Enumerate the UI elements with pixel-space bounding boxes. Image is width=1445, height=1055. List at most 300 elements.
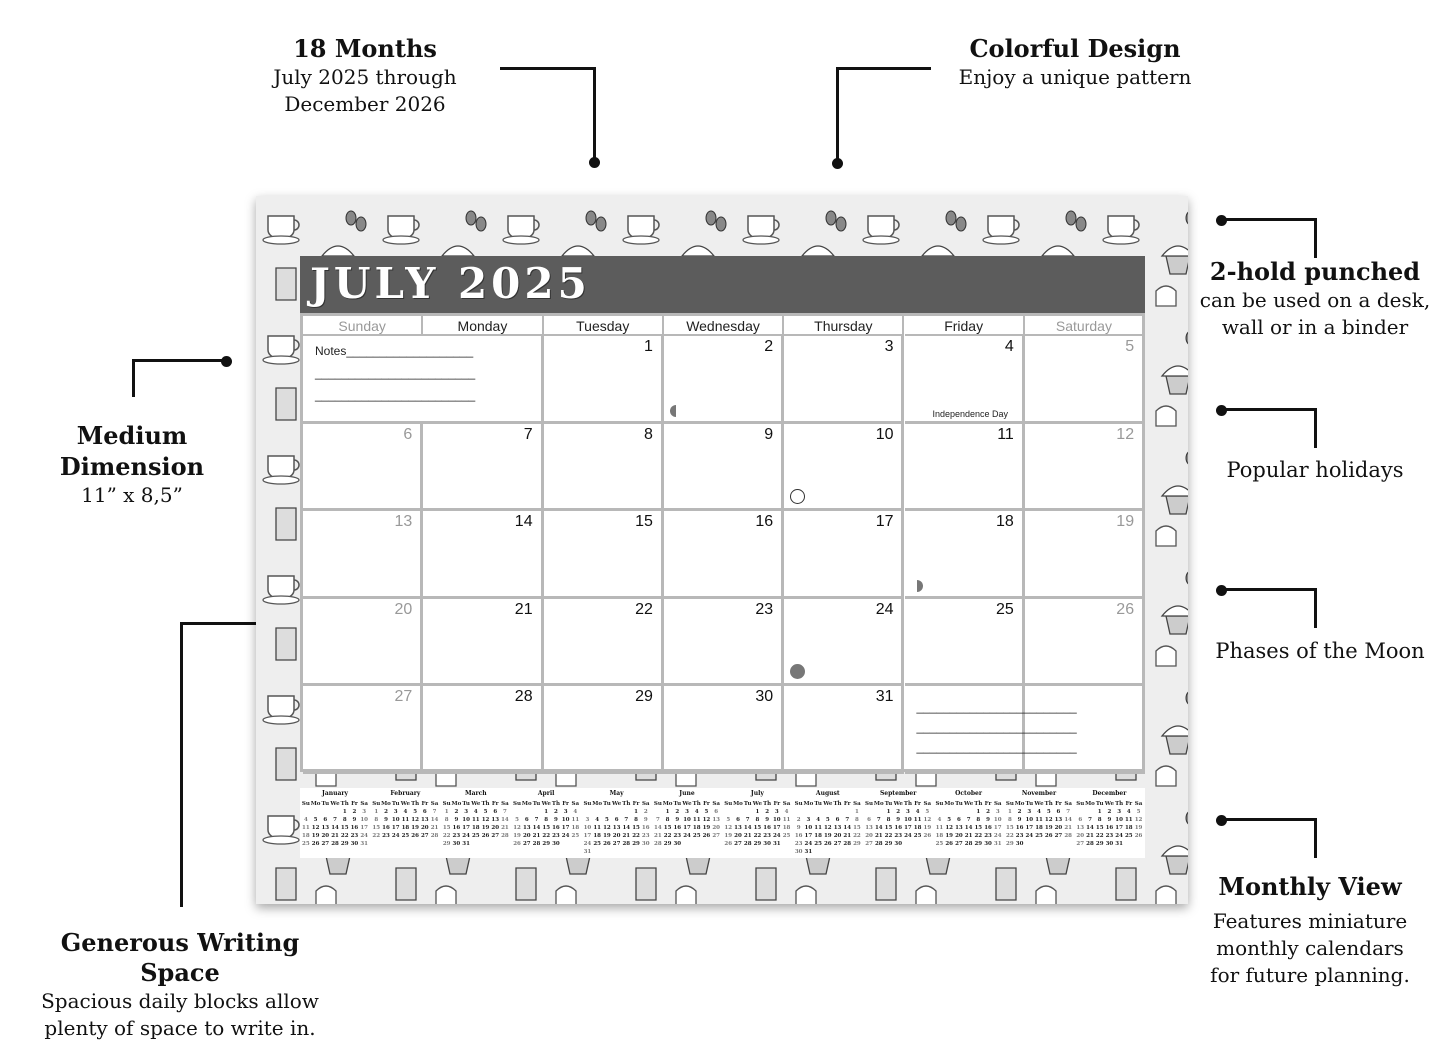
mini-day: 20 [865,833,873,839]
new-moon-icon [790,664,805,679]
mini-blank [944,808,954,816]
mini-weekday: We [682,801,692,807]
mini-day: 27 [712,833,720,839]
mini-day: 27 [491,833,500,839]
mini-day: 19 [311,833,320,839]
day-cell[interactable] [544,424,664,512]
mini-day: 14 [622,825,631,831]
mini-day: 14 [874,825,883,831]
mini-weekday: Tu [814,801,822,807]
mini-day: 9 [643,817,648,823]
mini-weekday: Su [442,801,451,807]
mini-day: 19 [724,833,733,839]
mini-weekday: Su [653,801,662,807]
mini-day: 15 [372,825,381,831]
callout-description: Enjoy a unique pattern [958,65,1192,89]
mini-day: 6 [614,817,619,823]
mini-day: 23 [794,841,803,847]
mini-day: 30 [794,849,803,855]
mini-weekday: Mo [592,801,603,807]
mini-weekday: Su [724,801,733,807]
mini-day: 30 [763,841,771,847]
mini-day: 5 [947,817,952,823]
mini-day: 28 [843,841,852,847]
callout-medium-dimension [52,420,212,509]
callout-phases-of-moon [1200,638,1440,665]
mini-day: 3 [362,809,367,815]
mini-day: 13 [612,825,621,831]
mini-day: 6 [323,817,328,823]
day-cell[interactable] [664,599,784,687]
mini-day: 13 [420,817,429,823]
mini-day: 17 [1115,825,1123,831]
mini-weekday: Th [692,801,701,807]
mini-day: 13 [321,825,330,831]
mini-day: 7 [876,817,881,823]
day-cell[interactable] [544,599,664,687]
mini-calendar [864,790,932,856]
full-moon-icon [790,489,805,504]
mini-day: 14 [654,825,662,831]
mini-day: 21 [843,833,852,839]
mini-day: 3 [1117,809,1122,815]
mini-day: 26 [411,833,419,839]
mini-day: 25 [814,841,822,847]
mini-day: 6 [736,817,740,823]
mini-day: 12 [1134,817,1143,823]
day-number: 13 [394,513,413,530]
mini-day: 3 [585,817,590,823]
mini-weekday: Su [1005,801,1014,807]
mini-day: 7 [534,817,539,823]
mini-day: 8 [444,817,449,823]
mini-day: 5 [1046,809,1051,815]
mini-day: 30 [894,841,903,847]
mini-blank [301,808,311,816]
mini-day: 10 [1115,817,1123,823]
mini-weekday: Tu [884,801,893,807]
holiday-label: Independence Day [932,408,1009,419]
mini-weekday: Fr [421,801,429,807]
mini-weekday: Mo [803,801,814,807]
mini-day: 28 [874,841,883,847]
day-number: 30 [755,688,774,705]
mini-day: 4 [784,809,789,815]
notes-label: Notes___________________ [315,344,474,358]
mini-weekday: Tu [321,801,330,807]
mini-day: 25 [1124,833,1133,839]
connector-line [180,622,183,907]
mini-calendar [371,790,439,856]
mini-day: 18 [913,825,922,831]
day-cell[interactable] [423,686,543,774]
mini-calendar [1005,790,1073,856]
day-cell[interactable] [784,686,904,774]
mini-day: 24 [993,833,1002,839]
mini-day: 7 [1066,809,1071,815]
mini-day: 29 [1006,841,1014,847]
mini-day: 31 [360,841,368,847]
notes-line: ________________________ [916,700,1077,714]
connector-line [1220,818,1317,821]
mini-day: 20 [1076,833,1085,839]
mini-blank [842,808,852,816]
mini-weekday: Mo [944,801,955,807]
mini-calendar-grid [653,800,721,848]
day-cell[interactable] [1025,424,1145,512]
mini-day: 2 [1017,809,1022,815]
day-number: 4 [1004,338,1014,355]
mini-day: 21 [874,833,883,839]
day-cell[interactable] [905,336,1025,424]
mini-weekday: Mo [521,801,532,807]
mini-weekday: Mo [733,801,743,807]
mini-day: 15 [663,825,672,831]
day-number: 28 [514,688,533,705]
mini-day: 27 [1076,841,1085,847]
mini-calendar-grid [794,800,862,856]
mini-day: 10 [772,817,781,823]
mini-day: 22 [884,833,893,839]
day-cell[interactable] [1025,599,1145,687]
day-cell[interactable] [303,686,423,774]
mini-day: 17 [772,825,781,831]
mini-blank [330,808,340,816]
mini-day: 8 [855,817,859,823]
mini-day: 4 [403,809,408,815]
mini-day: 15 [340,825,349,831]
mini-day: 31 [772,841,781,847]
mini-day: 21 [964,833,973,839]
day-number: 14 [514,513,533,530]
mini-day: 23 [1015,833,1024,839]
mini-blank [794,808,804,816]
mini-weekday: Th [481,801,490,807]
mini-day: 14 [964,825,973,831]
mini-day: 20 [522,833,531,839]
mini-weekday: Sa [360,801,368,807]
mini-weekday: Tu [673,801,682,807]
mini-day: 26 [702,833,711,839]
day-number: 10 [875,425,894,443]
day-cell[interactable] [544,686,664,774]
mini-blank [935,808,945,816]
mini-blank [804,808,814,816]
mini-day: 22 [542,833,551,839]
mini-day: 13 [734,825,742,831]
mini-weekday: Sa [501,801,509,807]
mini-calendar-month: September [879,790,917,797]
mini-day: 13 [522,825,531,831]
mini-day: 10 [1025,817,1034,823]
mini-day: 13 [491,817,500,823]
weekday-header: Tuesday [544,316,664,336]
mini-calendars-strip [300,788,1145,858]
mini-day: 24 [683,833,691,839]
mini-day: 27 [420,833,429,839]
mini-weekday: Su [513,801,522,807]
mini-calendar-grid [512,800,580,848]
day-cell[interactable] [664,424,784,512]
mini-day: 7 [745,817,750,823]
mini-blank [512,808,522,816]
mini-day: 5 [313,817,318,823]
mini-day: 4 [303,817,308,823]
day-number: 12 [1116,425,1135,443]
mini-day: 7 [503,809,507,815]
mini-day: 7 [655,817,660,823]
mini-day: 28 [654,841,662,847]
mini-day: 20 [833,833,842,839]
mini-calendar-month: December [1092,790,1127,797]
mini-calendar-month: July [750,790,764,797]
mini-day: 1 [886,809,891,815]
mini-day: 3 [806,817,811,823]
day-number: 15 [635,513,653,530]
connector-line [836,67,839,162]
mini-weekday: Fr [703,801,710,807]
mini-day: 19 [513,833,521,839]
mini-day: 9 [675,817,680,823]
day-number: 17 [875,513,894,530]
callout-description: Spacious daily blocks allow plenty of space to write in. [41,989,319,1040]
mini-day: 12 [724,825,733,831]
mini-day: 18 [782,825,791,831]
mini-day: 27 [865,841,873,847]
mini-calendar-month: August [815,790,840,797]
mini-calendar-grid [1075,800,1143,848]
mini-day: 30 [673,841,682,847]
mini-day: 23 [382,833,390,839]
day-number: 18 [996,513,1014,530]
mini-day: 6 [1056,809,1061,815]
day-cell[interactable] [1025,511,1145,599]
day-number: 3 [884,338,894,355]
mini-day: 1 [544,809,549,815]
mini-day: 16 [552,825,560,831]
mini-day: 12 [1044,817,1053,823]
mini-day: 27 [955,841,963,847]
mini-weekday: Sa [571,801,580,807]
mini-day: 6 [867,817,871,823]
notes-area[interactable] [303,336,544,424]
mini-weekday: Mo [662,801,673,807]
day-cell[interactable] [784,511,904,599]
mini-day: 8 [634,817,638,823]
mini-day: 6 [1078,817,1083,823]
mini-day: 23 [984,833,992,839]
weekday-header: Monday [423,316,543,336]
mini-day: 11 [782,817,791,823]
mini-day: 20 [1054,825,1063,831]
mini-weekday: Su [372,801,381,807]
mini-day: 28 [964,841,973,847]
mini-day: 20 [491,825,500,831]
mini-weekday: Th [1044,801,1053,807]
day-cell[interactable] [905,599,1025,687]
callout-generous-writing-space [20,928,340,1042]
end-notes-area[interactable] [905,686,1146,774]
mini-day: 3 [1027,809,1032,815]
mini-day: 2 [896,809,901,815]
mini-day: 31 [462,841,470,847]
day-cell[interactable] [784,336,904,424]
mini-day: 10 [683,817,691,823]
mini-weekday: Sa [1064,801,1072,807]
mini-day: 12 [481,817,490,823]
mini-day: 26 [311,841,320,847]
mini-blank [602,808,612,816]
callout-description: Phases of the Moon [1215,639,1425,663]
day-number: 16 [755,513,774,530]
mini-weekday: We [541,801,551,807]
mini-day: 7 [1088,817,1092,823]
mini-day: 13 [712,817,720,823]
mini-day: 31 [804,849,813,855]
mini-calendar-month: October [955,790,982,797]
mini-day: 22 [632,833,640,839]
day-cell[interactable] [784,424,904,512]
mini-day: 13 [955,825,963,831]
mini-weekday: Mo [310,801,321,807]
mini-day: 1 [1007,809,1012,815]
callout-popular-holidays [1205,457,1425,484]
mini-day: 23 [894,833,903,839]
calendar-sheet [256,196,1188,904]
mini-day: 23 [673,833,682,839]
mini-day: 10 [583,825,592,831]
mini-day: 29 [853,841,861,847]
mini-day: 4 [473,809,478,815]
connector-line [1220,408,1317,411]
mini-day: 27 [522,841,531,847]
mini-day: 12 [945,825,953,831]
day-cell[interactable] [303,424,423,512]
day-cell[interactable] [423,424,543,512]
day-cell[interactable] [784,599,904,687]
mini-day: 9 [554,817,558,823]
day-cell[interactable] [303,599,423,687]
mini-day: 8 [1097,817,1102,823]
mini-day: 20 [955,833,963,839]
mini-day: 14 [331,825,339,831]
mini-weekday: Sa [853,801,861,807]
day-number: 20 [394,600,413,618]
day-cell[interactable] [544,511,664,599]
day-cell[interactable] [664,336,784,424]
connector-dot [589,157,600,168]
mini-weekday: Tu [532,801,541,807]
mini-day: 18 [571,825,580,831]
day-number: 9 [764,425,774,443]
mini-day: 1 [444,809,449,815]
mini-day: 1 [855,809,859,815]
mini-day: 15 [442,825,451,831]
mini-day: 28 [743,841,752,847]
day-cell[interactable] [905,424,1025,512]
mini-day: 25 [692,833,701,839]
mini-day: 24 [804,841,813,847]
mini-day: 6 [493,809,498,815]
notes-line: ________________________ [916,740,1077,754]
month-title: JULY 2025 [310,259,591,308]
mini-day: 2 [796,817,801,823]
mini-calendar [653,790,721,856]
mini-day: 5 [726,817,731,823]
notes-line: ________________________ [315,366,476,380]
mini-day: 2 [384,809,388,815]
mini-day: 7 [966,817,971,823]
mini-day: 8 [1007,817,1012,823]
weekday-header: Friday [905,316,1025,336]
mini-weekday: Tu [462,801,470,807]
day-cell[interactable] [905,511,1025,599]
mini-day: 1 [1097,809,1102,815]
notes-line: ________________________ [916,720,1077,734]
day-cell[interactable] [544,336,664,424]
mini-day: 11 [1124,817,1133,823]
mini-weekday: We [471,801,481,807]
mini-calendar [1075,790,1143,856]
mini-day: 21 [1064,825,1072,831]
mini-day: 9 [352,817,357,823]
mini-day: 13 [1054,817,1063,823]
mini-day: 4 [595,817,600,823]
day-cell[interactable] [423,599,543,687]
mini-day: 23 [552,833,560,839]
mini-day: 17 [360,825,368,831]
mini-day: 29 [974,841,983,847]
mini-day: 23 [452,833,461,839]
mini-day: 24 [1025,833,1034,839]
day-number: 21 [514,600,533,618]
mini-day: 27 [734,841,742,847]
connector-line [1220,588,1317,591]
mini-day: 18 [692,825,701,831]
mini-day: 22 [663,833,672,839]
last-quarter-moon-icon [911,580,923,592]
mini-day: 24 [561,833,570,839]
mini-blank [320,808,330,816]
mini-blank [733,808,743,816]
day-cell[interactable] [1025,336,1145,424]
mini-weekday: Mo [1014,801,1025,807]
mini-day: 15 [853,825,861,831]
mini-blank [612,808,622,816]
mini-day: 29 [542,841,551,847]
mini-day: 30 [1105,841,1114,847]
mini-day: 17 [683,825,691,831]
day-cell[interactable] [664,511,784,599]
mini-day: 30 [1015,841,1024,847]
mini-day: 14 [501,817,509,823]
mini-calendar-month: February [390,790,421,797]
day-cell[interactable] [303,511,423,599]
day-cell[interactable] [423,511,543,599]
mini-day: 11 [593,825,601,831]
mini-day: 24 [904,833,912,839]
day-cell[interactable] [664,686,784,774]
day-number: 1 [643,338,653,355]
mini-day: 12 [311,825,320,831]
mini-blank [311,808,321,816]
mini-day: 20 [734,833,742,839]
day-number: 25 [996,600,1014,618]
mini-day: 29 [753,841,762,847]
mini-blank [833,808,843,816]
mini-calendar-month: March [464,790,487,797]
connector-line [1314,408,1317,448]
